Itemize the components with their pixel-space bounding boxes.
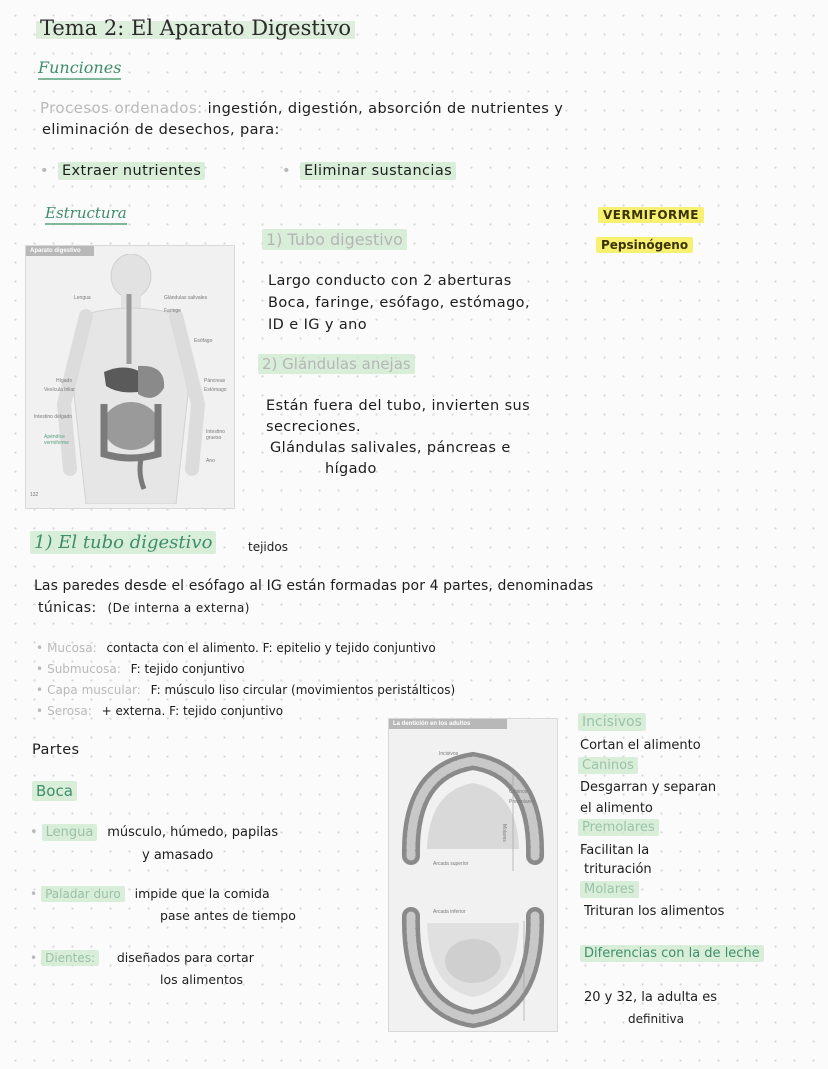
tunica-muscular-text: F: músculo liso circular (movimientos peristálticos) <box>150 683 456 697</box>
funciones-bullet-2-text: Eliminar sustancias <box>300 162 456 180</box>
glandulas-line1: Están fuera del tubo, invierten sus <box>266 398 531 414</box>
tunica-muscular-label: • Capa muscular: <box>36 683 141 697</box>
incisivos-label <box>578 714 646 730</box>
diferencias-text1: 20 y 32, la adulta es <box>584 990 718 1005</box>
tubo-digestivo-heading-text: 1) Tubo digestivo <box>262 229 407 250</box>
molares-label <box>580 882 639 897</box>
label-glandulas-salivales: Glándulas salivales <box>164 295 208 301</box>
glandulas-line4: hígado <box>325 461 377 477</box>
lengua-text1: músculo, húmedo, papilas <box>107 825 279 840</box>
figure-page-number: 132 <box>30 492 39 498</box>
label-apendice: Apéndice vermiforme <box>44 434 70 446</box>
dientes-text1: diseñados para cortar <box>116 950 254 965</box>
premolares-label <box>578 820 659 835</box>
lengua-text2: y amasado <box>142 848 214 863</box>
tunica-serosa-label: • Serosa: <box>36 704 92 718</box>
label-faringe: Faringe <box>164 308 181 314</box>
label-lengua: Lengua <box>74 295 91 301</box>
tubo-line2: Boca, faringe, esófago, estómago, <box>268 295 530 311</box>
diferencias-heading <box>580 946 764 961</box>
paladar-text1: impide que la comida <box>134 886 270 901</box>
label-vesicula: Vesícula biliar <box>44 387 75 393</box>
premolares-text2: trituración <box>584 862 652 877</box>
caninos-text2: el alimento <box>580 801 653 816</box>
dientes-label-text: Dientes: <box>41 950 99 966</box>
premolares-label-text: Premolares <box>578 819 659 836</box>
funciones-line2: eliminación de desechos, para: <box>42 122 280 138</box>
caninos-label <box>578 758 638 773</box>
tunica-mucosa <box>36 641 436 655</box>
page-title: Tema 2: El Aparato Digestivo <box>36 16 355 40</box>
glandulas-line2: secreciones. <box>266 419 361 435</box>
incisivos-text: Cortan el alimento <box>580 738 701 753</box>
tubo-section-line1: Las paredes desde el esófago al IG están formadas por 4 partes, denominadas <box>34 578 594 594</box>
dientes-item <box>30 950 254 965</box>
highlight-vermiforme-text: VERMIFORME <box>598 207 704 223</box>
label-caninos: Caninos <box>509 789 528 795</box>
tunica-serosa-text: + externa. F: tejido conjuntivo <box>101 704 284 718</box>
tubo-section-heading <box>30 532 216 553</box>
glandulas-line3: Glándulas salivales, páncreas e <box>270 440 511 456</box>
highlight-pepsinogeno-text: Pepsinógeno <box>596 237 693 253</box>
label-premolares: Premolares <box>509 799 535 805</box>
lengua-label <box>30 825 97 840</box>
lengua-item <box>30 825 278 840</box>
funciones-text1: ingestión, digestión, absorción de nutrientes y <box>207 101 564 117</box>
dientes-text2: los alimentos <box>160 972 244 987</box>
figure-header: Aparato digestivo <box>26 246 94 256</box>
tubo-section-heading-text: 1) El tubo digestivo <box>30 531 216 554</box>
funciones-bullet-1 <box>40 163 205 179</box>
funciones-bullet-1-text: Extraer nutrientes <box>58 162 205 180</box>
tunica-serosa <box>36 704 283 718</box>
molares-label-text: Molares <box>580 881 639 898</box>
tubo-section-tunicas: túnicas: <box>38 600 97 616</box>
incisivos-label-text: Incisivos <box>578 713 646 731</box>
caninos-label-text: Caninos <box>578 757 638 774</box>
paladar-label <box>30 887 125 901</box>
estructura-heading: Estructura <box>45 204 127 225</box>
teeth-figure-header: La dentición en los adultos <box>389 719 507 729</box>
label-estomago: Estómago <box>204 387 227 393</box>
label-higado: Hígado <box>56 378 73 384</box>
dientes-label <box>30 951 99 965</box>
paladar-label-text: Paladar duro <box>41 886 125 902</box>
glandulas-heading <box>258 355 415 373</box>
molares-text: Trituran los alimentos <box>584 904 725 919</box>
label-ano: Ano <box>206 458 215 464</box>
teeth-figure <box>388 718 558 1032</box>
tubo-section-note: tejidos <box>248 540 288 554</box>
tunica-submucosa-label: • Submucosa: <box>36 662 121 676</box>
tubo-section-line2 <box>38 600 250 616</box>
funciones-heading: Funciones <box>38 58 121 80</box>
label-intestino-delgado: Intestino delgado <box>34 414 73 420</box>
caninos-text1: Desgarran y separan <box>580 780 717 795</box>
label-molares: Molares <box>501 824 507 842</box>
teeth-illustration <box>389 731 557 1031</box>
boca-heading <box>32 782 77 800</box>
tubo-line1: Largo conducto con 2 aberturas <box>268 273 512 289</box>
tunica-submucosa <box>36 662 245 676</box>
tunica-muscular <box>36 683 455 697</box>
tunica-submucosa-text: F: tejido conjuntivo <box>130 662 245 676</box>
paladar-text2: pase antes de tiempo <box>160 908 296 923</box>
highlight-pepsinogeno <box>596 234 693 253</box>
glandulas-heading-text: 2) Glándulas anejas <box>258 354 415 374</box>
diferencias-heading-text: Diferencias con la de leche <box>580 945 764 962</box>
label-incisivos: Incisivos <box>439 751 459 757</box>
partes-heading: Partes <box>32 742 80 758</box>
premolares-text1: Facilitan la <box>580 843 650 858</box>
boca-heading-text: Boca <box>32 781 77 801</box>
funciones-bullet-2 <box>282 163 456 179</box>
highlight-vermiforme <box>598 204 704 223</box>
label-pancreas: Páncreas <box>204 378 226 384</box>
label-esofago: Esófago <box>194 338 213 344</box>
funciones-line1 <box>40 99 820 117</box>
paladar-item <box>30 886 270 901</box>
label-arcada-inferior: Arcada inferior <box>433 909 466 915</box>
tunica-mucosa-label: • Mucosa: <box>36 641 97 655</box>
lengua-label-text: Lengua <box>42 824 98 841</box>
label-intestino-grueso: Intestino grueso <box>206 429 225 441</box>
diferencias-text2: definitiva <box>628 1012 684 1026</box>
funciones-label: Procesos ordenados: <box>40 99 203 117</box>
tubo-digestivo-heading <box>262 230 407 249</box>
tunica-mucosa-text: contacta con el alimento. F: epitelio y tejido conjuntivo <box>106 641 436 655</box>
digestive-system-figure <box>25 245 235 509</box>
tubo-line3: ID e IG y ano <box>268 317 368 333</box>
label-arcada-superior: Arcada superior <box>433 861 469 867</box>
tubo-section-order-note: (De interna a externa) <box>107 601 250 615</box>
